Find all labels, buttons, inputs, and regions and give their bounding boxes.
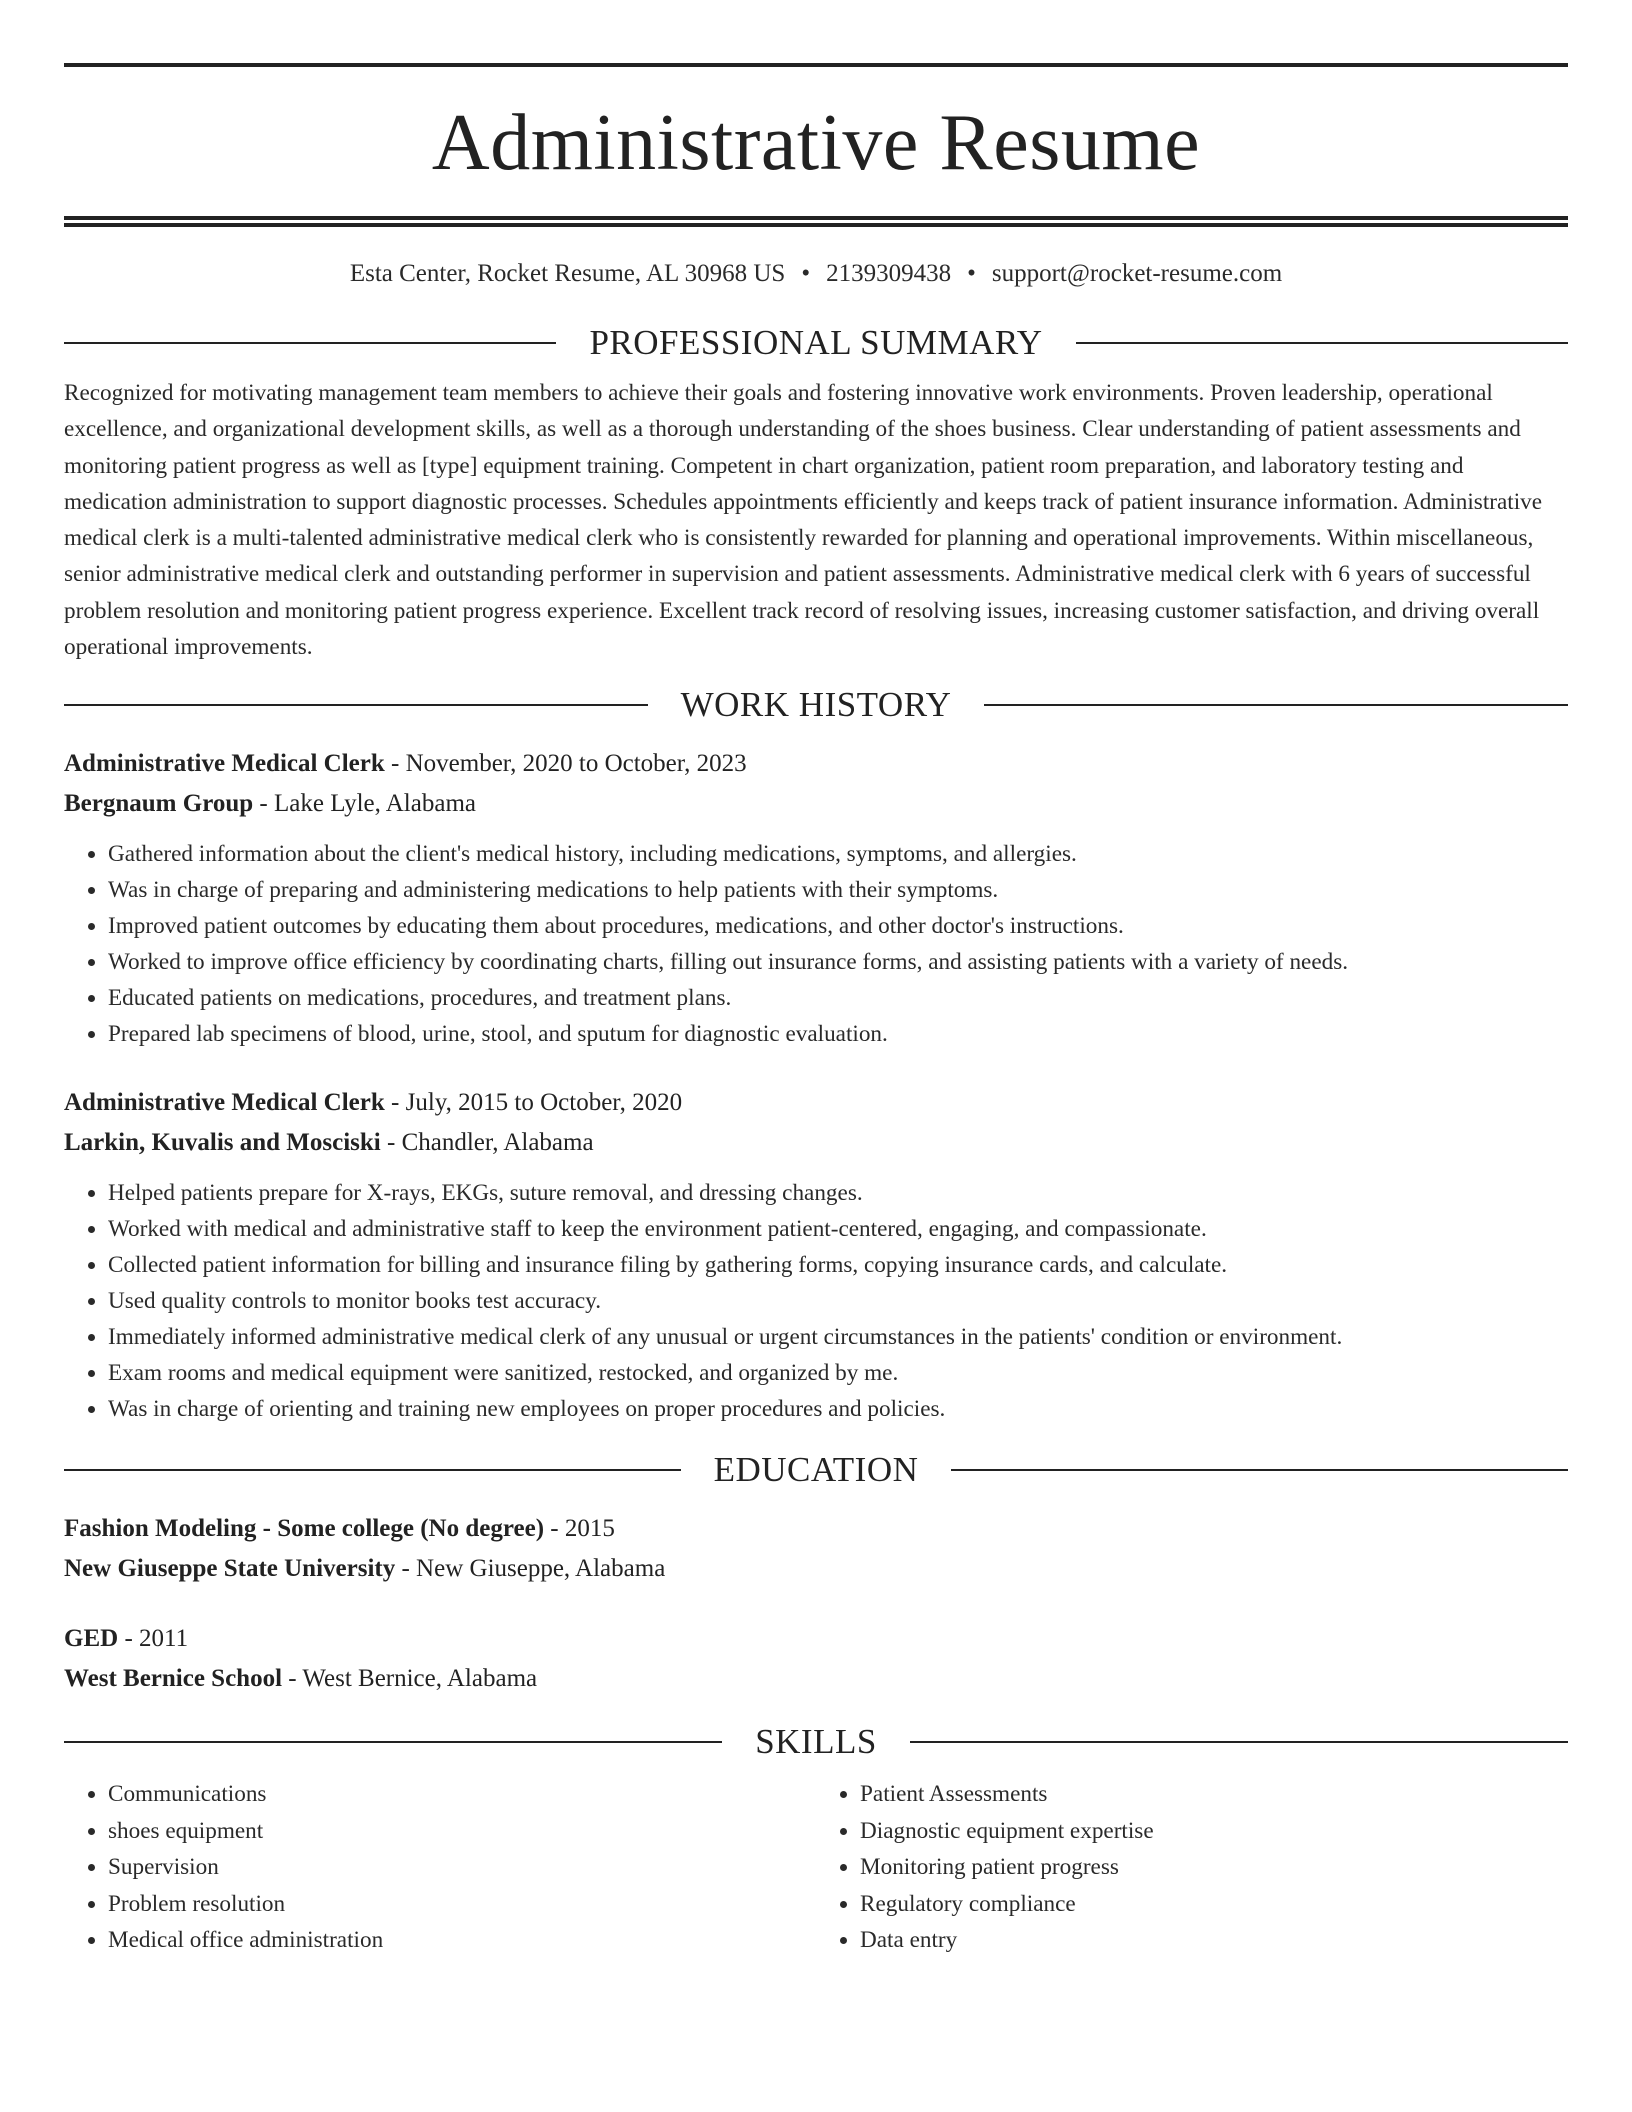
list-item: • Exam rooms and medical equipment were sanitized, restocked, and organized by me. bbox=[108, 1355, 1568, 1391]
job-dates: - November, 2020 to October, 2023 bbox=[384, 750, 747, 778]
skill-item: • shoes equipment bbox=[108, 1813, 816, 1849]
degree-year: - 2015 bbox=[544, 1515, 615, 1543]
school-name: West Bernice School bbox=[64, 1665, 283, 1693]
skills-list-left bbox=[64, 1776, 816, 1958]
job-title-line bbox=[64, 744, 1568, 784]
list-item: • Prepared lab specimens of blood, urine, stool, and sputum for diagnostic evaluation. bbox=[108, 1016, 1568, 1052]
skills-columns bbox=[64, 1762, 1568, 1958]
school-name: New Giuseppe State University bbox=[64, 1555, 396, 1583]
list-item: • Worked with medical and administrative staff to keep the environment patient-centered, engaging, and compassionate. bbox=[108, 1211, 1568, 1247]
list-item: • Helped patients prepare for X-rays, EKGs, suture removal, and dressing changes. bbox=[108, 1175, 1568, 1211]
job-duties-list bbox=[64, 836, 1568, 1052]
section-title: PROFESSIONAL SUMMARY bbox=[589, 323, 1043, 362]
list-item: • Gathered information about the client's medical history, including medications, symptoms, and allergies. bbox=[108, 836, 1568, 872]
skill-item: • Diagnostic equipment expertise bbox=[860, 1813, 1568, 1849]
section-rule bbox=[64, 342, 556, 344]
school-line bbox=[64, 1659, 1568, 1699]
skill-item: • Patient Assessments bbox=[860, 1776, 1568, 1812]
title-double-rule bbox=[64, 216, 1568, 227]
job-location: - Chandler, Alabama bbox=[380, 1129, 594, 1157]
degree-line bbox=[64, 1619, 1568, 1659]
skill-item: • Monitoring patient progress bbox=[860, 1849, 1568, 1885]
degree-name: Fashion Modeling - Some college (No degree) bbox=[64, 1515, 545, 1543]
section-rule bbox=[64, 1741, 722, 1743]
resume-page bbox=[64, 63, 1568, 1958]
degree-name: GED bbox=[64, 1625, 119, 1653]
school-location: - West Bernice, Alabama bbox=[282, 1665, 538, 1693]
job-entry bbox=[64, 1083, 1568, 1427]
section-rule bbox=[1076, 342, 1568, 344]
list-item: • Was in charge of preparing and administering medications to help patients with their symptoms. bbox=[108, 872, 1568, 908]
job-company-line bbox=[64, 784, 1568, 824]
job-title-line bbox=[64, 1083, 1568, 1123]
section-title: SKILLS bbox=[755, 1722, 877, 1762]
degree-year: - 2011 bbox=[118, 1625, 189, 1653]
skill-item: • Supervision bbox=[108, 1849, 816, 1885]
skill-item: • Data entry bbox=[860, 1922, 1568, 1958]
section-title: WORK HISTORY bbox=[680, 685, 952, 725]
job-company-line bbox=[64, 1123, 1568, 1163]
job-entry bbox=[64, 744, 1568, 1052]
section-rule bbox=[64, 704, 648, 706]
skill-item: • Medical office administration bbox=[108, 1922, 816, 1958]
section-rule bbox=[951, 1469, 1568, 1471]
list-item: • Was in charge of orienting and training new employees on proper procedures and policies. bbox=[108, 1391, 1568, 1427]
section-title: EDUCATION bbox=[713, 1450, 919, 1490]
list-item: • Immediately informed administrative medical clerk of any unusual or urgent circumstances in the patients' condition or environment. bbox=[108, 1319, 1568, 1355]
job-duties-list bbox=[64, 1175, 1568, 1427]
section-header-work bbox=[64, 685, 1568, 725]
school-line bbox=[64, 1549, 1568, 1589]
job-location: - Lake Lyle, Alabama bbox=[253, 790, 476, 818]
job-company: Bergnaum Group bbox=[64, 790, 254, 818]
skills-list-right bbox=[816, 1776, 1568, 1958]
contact-separator: • bbox=[967, 260, 976, 287]
school-location: - New Giuseppe, Alabama bbox=[395, 1555, 666, 1583]
education-entry bbox=[64, 1619, 1568, 1699]
section-rule bbox=[984, 704, 1568, 706]
section-header-education bbox=[64, 1450, 1568, 1490]
list-item: • Used quality controls to monitor books test accuracy. bbox=[108, 1283, 1568, 1319]
contact-separator: • bbox=[801, 260, 811, 287]
section-header-skills bbox=[64, 1722, 1568, 1762]
job-title: Administrative Medical Clerk bbox=[64, 1089, 385, 1117]
skill-item: • Regulatory compliance bbox=[860, 1886, 1568, 1922]
contact-email: support@rocket-resume.com bbox=[991, 260, 1283, 287]
contact-address: Esta Center, Rocket Resume, AL 30968 US bbox=[349, 260, 786, 287]
job-title: Administrative Medical Clerk bbox=[64, 750, 385, 778]
contact-line bbox=[64, 259, 1568, 289]
list-item: • Improved patient outcomes by educating them about procedures, medications, and other doctor's instructions. bbox=[108, 908, 1568, 944]
job-dates: - July, 2015 to October, 2020 bbox=[384, 1089, 683, 1117]
resume-title: Administrative Resume bbox=[431, 99, 1201, 187]
section-rule bbox=[910, 1741, 1568, 1743]
education-entry bbox=[64, 1509, 1568, 1589]
list-item: • Worked to improve office efficiency by coordinating charts, filling out insurance forms, and assisting patients with a variety of needs. bbox=[108, 944, 1568, 980]
skill-item: • Problem resolution bbox=[108, 1886, 816, 1922]
summary-text: Recognized for motivating management team members to achieve their goals and fostering innovative work environments. Proven leadership, operational excellence, and organizational development skills, as well as a thorough understanding of the shoes business. Clear understanding of patient assessments and monitoring patient progress as well as [type] equipment training. Competent in chart organization, patient room preparation, and laboratory testing and medication administration to support diagnostic processes. Schedules appointments efficiently and keeps track of patient insurance information. Administrative medical clerk is a multi-talented administrative medical clerk who is consistently rewarded for planning and operational improvements. Within miscellaneous, senior administrative medical clerk and outstanding performer in supervision and patient assessments. Administrative medical clerk with 6 years of successful problem resolution and monitoring patient progress experience. Excellent track record of resolving issues, increasing customer satisfaction, and driving overall operational improvements. bbox=[64, 380, 1543, 661]
degree-line bbox=[64, 1509, 1568, 1549]
list-item: • Collected patient information for billing and insurance filing by gathering forms, copying insurance cards, and calculate. bbox=[108, 1247, 1568, 1283]
skill-item: • Communications bbox=[108, 1776, 816, 1812]
contact-phone: 2139309438 bbox=[826, 260, 952, 287]
section-header-summary bbox=[64, 323, 1568, 363]
top-rule bbox=[64, 63, 1568, 67]
list-item: • Educated patients on medications, procedures, and treatment plans. bbox=[108, 980, 1568, 1016]
job-company: Larkin, Kuvalis and Mosciski bbox=[64, 1129, 381, 1157]
section-rule bbox=[64, 1469, 681, 1471]
